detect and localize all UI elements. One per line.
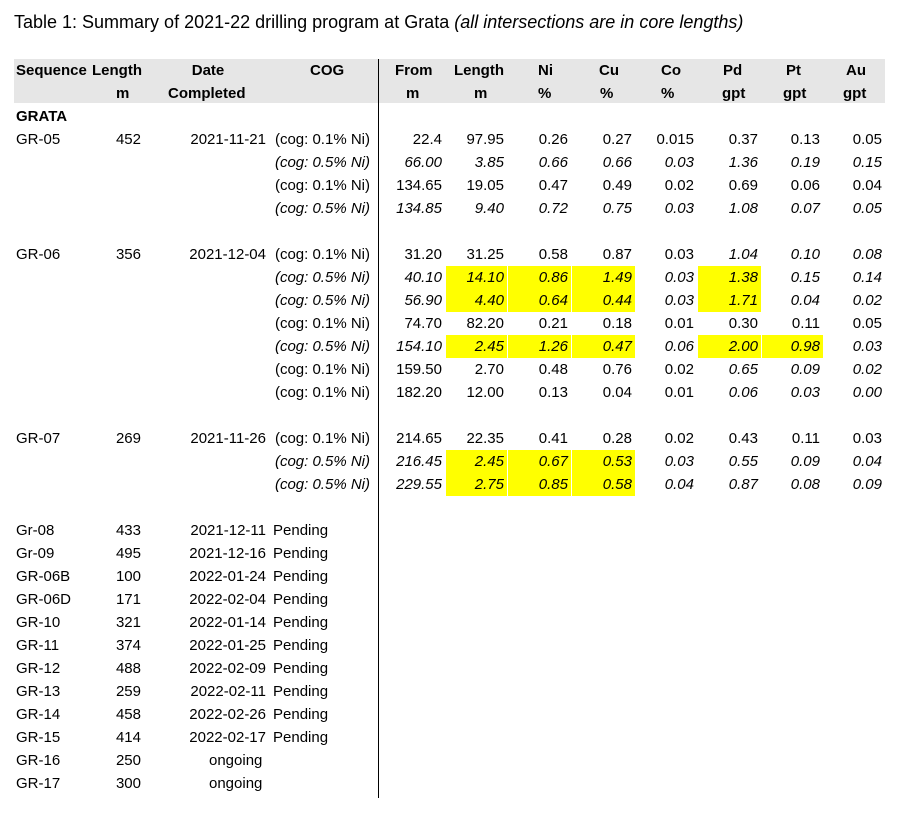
pending-date-completed: 2022-01-25 (189, 637, 266, 654)
header-interval-length-unit: m (474, 85, 488, 102)
value-au: 0.04 (852, 453, 882, 470)
highlighted-value-cu: 0.44 (572, 289, 635, 312)
value-cu: 0.75 (602, 200, 632, 217)
value-au: 0.02 (852, 361, 882, 378)
value-ni: 0.13 (538, 384, 568, 401)
value-len: 2.70 (474, 361, 504, 378)
value-len: 12.00 (466, 384, 504, 401)
value-cu: 0.66 (602, 154, 632, 171)
header-from-unit: m (406, 85, 420, 102)
value-len: 31.25 (466, 246, 504, 263)
value-pt: 0.09 (790, 361, 820, 378)
value-pd: 1.36 (728, 154, 758, 171)
value-from: 214.65 (396, 430, 442, 447)
highlighted-value-cu: 0.53 (572, 450, 635, 473)
pending-length: 250 (115, 752, 141, 769)
hole-date-completed: 2021-11-26 (190, 430, 266, 447)
highlighted-value-pt: 0.98 (762, 335, 823, 358)
value-from: 66.00 (404, 154, 442, 171)
highlighted-value-len: 2.75 (446, 473, 507, 496)
value-au: 0.02 (852, 292, 882, 309)
highlighted-value-len: 14.10 (446, 266, 507, 289)
value-pt: 0.19 (790, 154, 820, 171)
value-pd: 0.55 (728, 453, 758, 470)
pending-length: 495 (115, 545, 141, 562)
value-len: 9.40 (474, 200, 504, 217)
value-pd: 0.87 (728, 476, 758, 493)
value-pt: 0.15 (790, 269, 820, 286)
header-au-unit: gpt (843, 85, 867, 102)
header-au: Au (846, 62, 866, 79)
pending-status: Pending (273, 683, 329, 700)
value-au: 0.05 (852, 315, 882, 332)
value-au: 0.03 (852, 430, 882, 447)
section-label: GRATA (16, 108, 68, 125)
pending-sequence: GR-17 (16, 775, 61, 792)
value-pd: 0.69 (728, 177, 758, 194)
header-length-unit: m (116, 85, 130, 102)
value-cu: 0.76 (602, 361, 632, 378)
header-pt: Pt (786, 62, 801, 79)
pending-sequence: GR-15 (16, 729, 61, 746)
pending-length: 300 (115, 775, 141, 792)
value-pd: 0.65 (728, 361, 758, 378)
highlighted-value-ni: 0.67 (508, 450, 571, 473)
value-co: 0.03 (664, 246, 694, 263)
header-co-unit: % (661, 85, 675, 102)
cog-cell: (cog: 0.5% Ni) (274, 476, 370, 493)
cog-cell: (cog: 0.5% Ni) (274, 292, 370, 309)
pending-date-completed: 2022-02-26 (189, 706, 266, 723)
value-ni: 0.48 (538, 361, 568, 378)
pending-length: 433 (115, 522, 141, 539)
value-pt: 0.07 (790, 200, 820, 217)
pending-sequence: GR-06B (16, 568, 71, 585)
highlighted-value-cu: 0.47 (572, 335, 635, 358)
pending-sequence: GR-11 (16, 637, 60, 654)
cog-cell: (cog: 0.1% Ni) (274, 361, 370, 378)
value-pd: 0.30 (728, 315, 758, 332)
cog-cell: (cog: 0.1% Ni) (274, 177, 370, 194)
highlighted-value-ni: 0.64 (508, 289, 571, 312)
pending-status: Pending (273, 522, 329, 539)
value-pt: 0.03 (790, 384, 820, 401)
value-from: 22.4 (412, 131, 442, 148)
pending-length: 458 (115, 706, 141, 723)
pending-date-completed: 2021-12-11 (190, 522, 266, 539)
header-interval-length: Length (454, 62, 504, 79)
column-divider (378, 59, 379, 798)
header-sequence: Sequence (16, 62, 87, 79)
title-main: Table 1: Summary of 2021-22 drilling program at Grata (14, 12, 450, 32)
ongoing-status: ongoing (209, 775, 263, 792)
value-len: 22.35 (466, 430, 504, 447)
highlighted-value-pd: 2.00 (698, 335, 761, 358)
value-from: 159.50 (396, 361, 442, 378)
header-date: Date (191, 62, 225, 79)
pending-sequence: GR-12 (16, 660, 61, 677)
highlighted-value-cu: 0.58 (572, 473, 635, 496)
hole-sequence: GR-07 (16, 430, 61, 447)
value-co: 0.015 (656, 131, 694, 148)
value-cu: 0.87 (602, 246, 632, 263)
value-co: 0.02 (664, 361, 694, 378)
cog-cell: (cog: 0.5% Ni) (274, 338, 370, 355)
cog-cell: (cog: 0.1% Ni) (274, 131, 370, 148)
value-ni: 0.47 (538, 177, 568, 194)
pending-length: 321 (115, 614, 141, 631)
ongoing-status: ongoing (209, 752, 263, 769)
value-co: 0.03 (664, 453, 694, 470)
value-len: 3.85 (474, 154, 504, 171)
header-cu: Cu (599, 62, 619, 79)
value-pt: 0.11 (791, 315, 820, 332)
value-co: 0.06 (664, 338, 694, 355)
value-pd: 1.04 (728, 246, 758, 263)
value-au: 0.04 (852, 177, 882, 194)
value-from: 56.90 (404, 292, 442, 309)
value-pt: 0.09 (790, 453, 820, 470)
highlighted-value-ni: 0.85 (508, 473, 571, 496)
pending-date-completed: 2022-02-04 (189, 591, 266, 608)
pending-status: Pending (273, 637, 329, 654)
highlighted-value-cu: 1.49 (572, 266, 635, 289)
value-from: 134.85 (396, 200, 442, 217)
pending-status: Pending (273, 545, 329, 562)
cog-cell: (cog: 0.5% Ni) (274, 453, 370, 470)
value-ni: 0.21 (538, 315, 568, 332)
value-ni: 0.41 (538, 430, 568, 447)
pending-date-completed: 2022-02-11 (190, 683, 266, 700)
hole-length: 452 (115, 131, 141, 148)
cog-cell: (cog: 0.5% Ni) (274, 269, 370, 286)
value-cu: 0.49 (602, 177, 632, 194)
pending-status: Pending (273, 591, 329, 608)
pending-status: Pending (273, 729, 329, 746)
value-co: 0.02 (664, 177, 694, 194)
highlighted-value-ni: 0.86 (508, 266, 571, 289)
header-pd-unit: gpt (722, 85, 746, 102)
value-from: 74.70 (404, 315, 442, 332)
pending-length: 414 (115, 729, 141, 746)
pending-sequence: Gr-08 (16, 522, 55, 539)
value-co: 0.04 (664, 476, 694, 493)
value-cu: 0.27 (602, 131, 632, 148)
highlighted-value-pd: 1.71 (698, 289, 761, 312)
title-subtitle: (all intersections are in core lengths) (454, 12, 744, 32)
cog-cell: (cog: 0.5% Ni) (274, 200, 370, 217)
hole-date-completed: 2021-11-21 (190, 131, 266, 148)
value-pt: 0.11 (791, 430, 820, 447)
value-from: 40.10 (404, 269, 442, 286)
header-cog: COG (310, 62, 345, 79)
value-from: 134.65 (396, 177, 442, 194)
value-from: 229.55 (396, 476, 442, 493)
header-ni-unit: % (538, 85, 552, 102)
value-pd: 1.08 (728, 200, 758, 217)
pending-date-completed: 2022-01-14 (189, 614, 266, 631)
value-ni: 0.58 (538, 246, 568, 263)
cog-cell: (cog: 0.1% Ni) (274, 384, 370, 401)
hole-sequence: GR-05 (16, 131, 61, 148)
pending-date-completed: 2022-01-24 (189, 568, 266, 585)
header-from: From (395, 62, 433, 79)
value-len: 19.05 (466, 177, 504, 194)
value-co: 0.03 (664, 269, 694, 286)
pending-sequence: GR-10 (16, 614, 61, 631)
highlighted-value-ni: 1.26 (508, 335, 571, 358)
cog-cell: (cog: 0.5% Ni) (274, 154, 370, 171)
value-from: 182.20 (396, 384, 442, 401)
highlighted-value-len: 2.45 (446, 335, 507, 358)
value-au: 0.08 (852, 246, 882, 263)
value-co: 0.01 (664, 315, 694, 332)
value-cu: 0.18 (602, 315, 632, 332)
header-pt-unit: gpt (783, 85, 807, 102)
value-ni: 0.26 (538, 131, 568, 148)
pending-sequence: Gr-09 (16, 545, 55, 562)
value-pt: 0.13 (790, 131, 820, 148)
cog-cell: (cog: 0.1% Ni) (274, 246, 370, 263)
pending-sequence: GR-13 (16, 683, 61, 700)
pending-length: 171 (115, 591, 141, 608)
value-au: 0.14 (852, 269, 882, 286)
table-title (14, 12, 743, 33)
cog-cell: (cog: 0.1% Ni) (274, 315, 370, 332)
value-co: 0.03 (664, 200, 694, 217)
value-au: 0.09 (852, 476, 882, 493)
cog-cell: (cog: 0.1% Ni) (274, 430, 370, 447)
hole-length: 356 (115, 246, 141, 263)
value-au: 0.15 (852, 154, 882, 171)
highlighted-value-pd: 1.38 (698, 266, 761, 289)
value-au: 0.05 (852, 200, 882, 217)
value-co: 0.03 (664, 292, 694, 309)
value-cu: 0.28 (602, 430, 632, 447)
value-len: 82.20 (466, 315, 504, 332)
hole-sequence: GR-06 (16, 246, 61, 263)
header-pd: Pd (723, 62, 743, 79)
value-from: 216.45 (396, 453, 442, 470)
pending-sequence: GR-06D (16, 591, 72, 608)
header-co: Co (661, 62, 681, 79)
pending-sequence: GR-16 (16, 752, 61, 769)
value-from: 31.20 (404, 246, 442, 263)
header-background (14, 59, 885, 103)
hole-date-completed: 2021-12-04 (189, 246, 266, 263)
highlighted-value-len: 4.40 (446, 289, 507, 312)
pending-date-completed: 2022-02-17 (189, 729, 266, 746)
pending-length: 259 (115, 683, 141, 700)
header-date-completed: Completed (168, 85, 246, 102)
pending-status: Pending (273, 614, 329, 631)
value-pt: 0.08 (790, 476, 820, 493)
value-cu: 0.04 (602, 384, 632, 401)
value-pd: 0.43 (728, 430, 758, 447)
hole-length: 269 (115, 430, 141, 447)
value-co: 0.01 (664, 384, 694, 401)
pending-sequence: GR-14 (16, 706, 61, 723)
pending-date-completed: 2021-12-16 (189, 545, 266, 562)
header-length: Length (92, 62, 142, 79)
highlighted-value-len: 2.45 (446, 450, 507, 473)
value-co: 0.02 (664, 430, 694, 447)
value-from: 154.10 (396, 338, 442, 355)
pending-length: 374 (115, 637, 141, 654)
value-au: 0.05 (852, 131, 882, 148)
header-ni: Ni (538, 62, 553, 79)
value-ni: 0.72 (538, 200, 568, 217)
pending-date-completed: 2022-02-09 (189, 660, 266, 677)
value-pt: 0.10 (790, 246, 820, 263)
value-pd: 0.37 (728, 131, 758, 148)
pending-status: Pending (273, 568, 329, 585)
value-pt: 0.04 (790, 292, 820, 309)
value-ni: 0.66 (538, 154, 568, 171)
pending-length: 488 (115, 660, 141, 677)
value-au: 0.00 (852, 384, 882, 401)
value-pt: 0.06 (790, 177, 820, 194)
pending-status: Pending (273, 660, 329, 677)
pending-length: 100 (115, 568, 141, 585)
value-pd: 0.06 (728, 384, 758, 401)
value-len: 97.95 (466, 131, 504, 148)
value-co: 0.03 (664, 154, 694, 171)
value-au: 0.03 (852, 338, 882, 355)
pending-status: Pending (273, 706, 329, 723)
header-cu-unit: % (600, 85, 614, 102)
